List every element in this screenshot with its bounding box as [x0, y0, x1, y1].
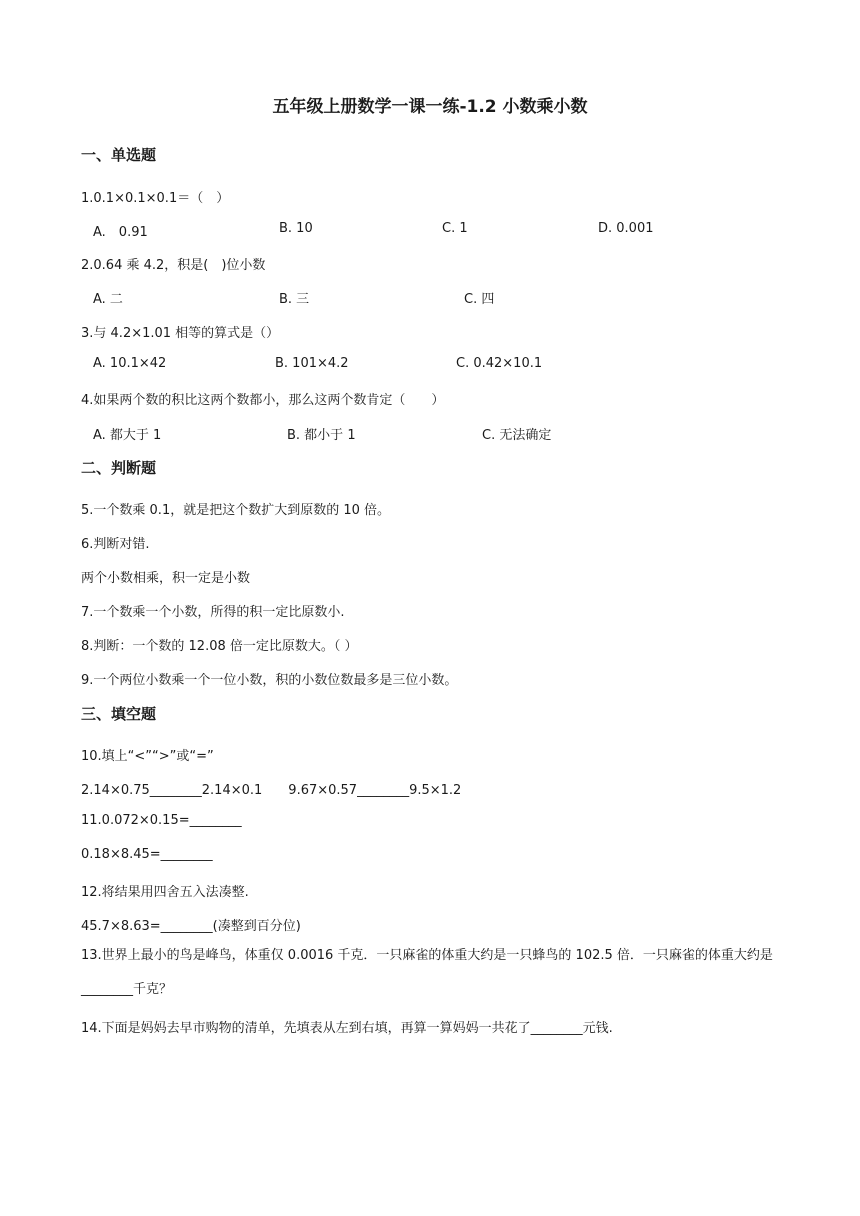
- q4-option-a: A. 都大于 1: [93, 428, 162, 443]
- question-6: 6.判断对错.: [81, 537, 150, 552]
- question-3: 3.与 4.2×1.01 相等的算式是（）: [81, 326, 280, 341]
- q4-option-b: B. 都小于 1: [287, 428, 356, 443]
- question-7: 7.一个数乘一个小数，所得的积一定比原数小.: [81, 605, 345, 620]
- q3-option-b: B. 101×4.2: [275, 356, 349, 371]
- question-5: 5.一个数乘 0.1，就是把这个数扩大到原数的 10 倍。: [81, 503, 391, 518]
- question-12: 12.将结果用四舍五入法凑整.: [81, 885, 249, 900]
- question-4: 4.如果两个数的积比这两个数都小，那么这两个数肯定（ ）: [81, 393, 445, 408]
- q2-option-a: A. 二: [93, 292, 123, 307]
- q4-option-c: C. 无法确定: [482, 428, 552, 443]
- question-1: 1.0.1×0.1×0.1＝（ ）: [81, 191, 230, 206]
- section-heading-fill-in: 三、填空题: [81, 705, 157, 723]
- q1-option-b: B. 10: [279, 221, 313, 236]
- question-11: 11.0.072×0.15=________: [81, 813, 242, 828]
- question-14: 14.下面是妈妈去早市购物的清单，先填表从左到右填，再算一算妈妈一共花了________元钱.: [81, 1021, 613, 1036]
- question-9: 9.一个两位小数乘一个一位小数，积的小数位数最多是三位小数。: [81, 673, 458, 688]
- question-10-items: 2.14×0.75________2.14×0.1 9.67×0.57________9.5×1.2: [81, 783, 462, 798]
- question-10: 10.填上“<”“>”或“=”: [81, 749, 214, 764]
- section-heading-true-false: 二、判断题: [81, 459, 157, 477]
- q1-option-c: C. 1: [442, 221, 468, 236]
- question-13: 13.世界上最小的鸟是峰鸟，体重仅 0.0016 千克．一只麻雀的体重大约是一只蜂鸟的 102.5 倍．一只麻雀的体重大约是________千克？: [81, 948, 773, 997]
- question-2: 2.0.64 乘 4.2，积是( )位小数: [81, 258, 266, 273]
- q2-option-b: B. 三: [279, 292, 310, 307]
- question-8: 8.判断：一个数的 12.08 倍一定比原数大。（ ）: [81, 639, 358, 654]
- q2-option-c: C. 四: [464, 292, 495, 307]
- question-11-part-2: 0.18×8.45=________: [81, 847, 213, 862]
- question-12-item: 45.7×8.63=________(凑整到百分位): [81, 919, 301, 934]
- q3-option-c: C. 0.42×10.1: [456, 356, 543, 371]
- q3-option-a: A. 10.1×42: [93, 356, 167, 371]
- question-6-statement: 两个小数相乘，积一定是小数: [81, 571, 251, 586]
- q1-option-a: A. 0.91: [93, 225, 148, 240]
- section-heading-single-choice: 一、单选题: [81, 146, 157, 164]
- q1-option-d: D. 0.001: [598, 221, 654, 236]
- page-title: 五年级上册数学一课一练-1.2 小数乘小数: [272, 97, 588, 117]
